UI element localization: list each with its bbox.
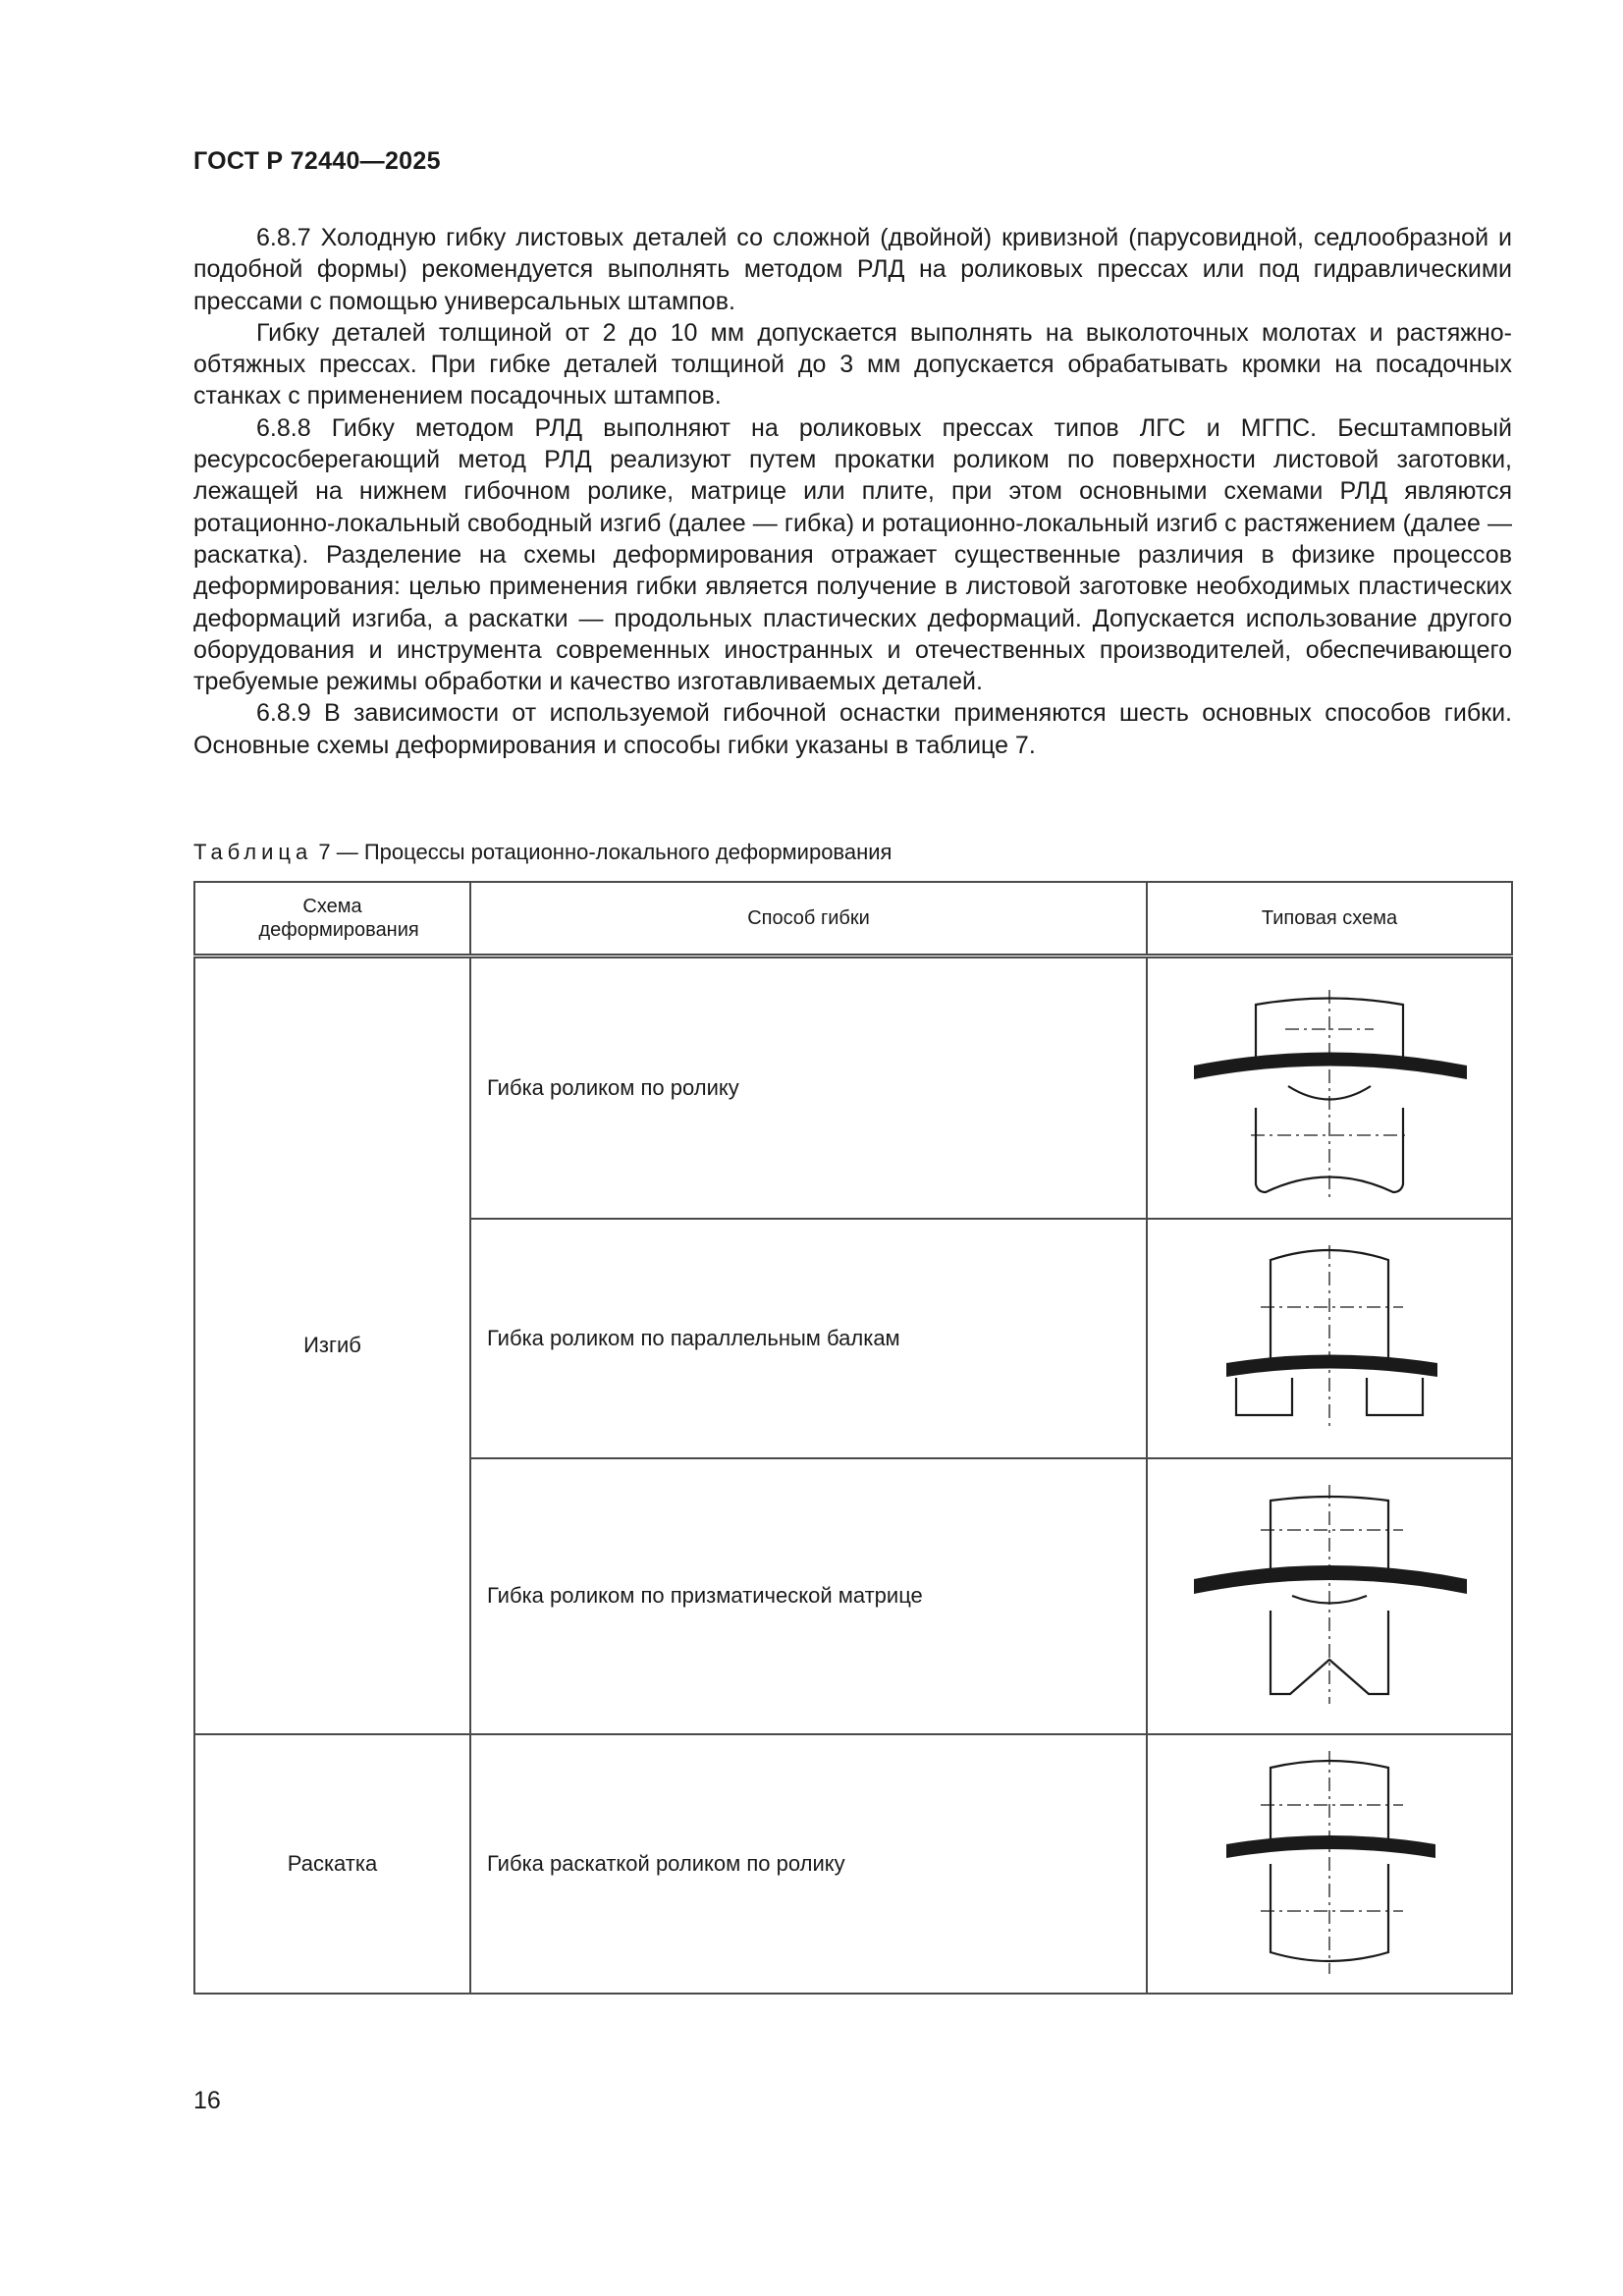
paragraph-6-8-8: 6.8.8 Гибку методом РЛД выполняют на роликовых прессах типов ЛГС и МГПС. Бесштамповый ресурсосберегающий метод РЛД реализуют путем прокатки роликом по поверхности листовой заготовки, лежащей на нижнем гибочном ролике, матрице или плите, при этом основными схемами РЛД являются ротационно-локальный свободный изгиб (далее — гибка) и ротационно-локальный изгиб с растяжением (далее — раскатка). Разделение на схемы деформирования отражает существенные различия в физике процессов деформирования: целью применения гибки является получение в листовой заготовке необходимых пластических деформаций изгиба, а раскатки — продольных пластических деформаций. Допускается использование другого оборудования и инструмента современных иностранных и отечественных производителей, обеспечивающего требуемые режимы обработки и качество изготавливаемых деталей. [193, 413, 1512, 696]
diagram-cell [1147, 957, 1512, 1219]
diagram-cell [1147, 1458, 1512, 1734]
page-number: 16 [193, 2087, 221, 2114]
header-scheme [194, 882, 470, 957]
table-row [194, 1734, 1512, 1994]
paragraph-6-8-9: 6.8.9 В зависимости от используемой гибочной оснастки применяются шесть основных способов гибки. Основные схемы деформирования и способы гибки указаны в таблице 7. [193, 699, 1512, 759]
document-code: ГОСТ Р 72440—2025 [193, 147, 441, 175]
body-text [193, 222, 1512, 761]
method-cell: Гибка раскаткой роликом по ролику [470, 1734, 1147, 1994]
scheme-cell-bending: Изгиб [194, 957, 470, 1734]
paragraph-6-8-7: 6.8.7 Холодную гибку листовых деталей со сложной (двойной) кривизной (парусовидной, седлообразной и подобной формы) рекомендуется выполнять методом РЛД на роликовых прессах или под гидравлическими прессами с помощью универсальных штампов. [193, 224, 1512, 315]
method-cell: Гибка роликом по параллельным балкам [470, 1219, 1147, 1458]
method-cell: Гибка роликом по призматической матрице [470, 1458, 1147, 1734]
paragraph-thickness: Гибку деталей толщиной от 2 до 10 мм допускается выполнять на выколоточных молотах и растяжно-обтяжных прессах. При гибке деталей толщиной до 3 мм допускается обрабатывать кромки на посадочных станках с применением посадочных штампов. [193, 318, 1512, 410]
roller-on-roller-diagram [1182, 970, 1477, 1206]
roller-on-prismatic-die-diagram [1182, 1473, 1477, 1719]
diagram-cell [1147, 1219, 1512, 1458]
process-table [193, 881, 1513, 1995]
header-diagram: Типовая схема [1147, 882, 1512, 957]
table-row [194, 957, 1512, 1219]
rolling-roller-on-roller-diagram [1182, 1746, 1477, 1982]
header-method: Способ гибки [470, 882, 1147, 957]
table-header-row [194, 882, 1512, 957]
table-caption [193, 840, 892, 865]
roller-on-parallel-beams-diagram [1182, 1230, 1477, 1447]
scheme-cell-rolling: Раскатка [194, 1734, 470, 1994]
method-cell: Гибка роликом по ролику [470, 957, 1147, 1219]
table-caption-word: Таблица [193, 840, 313, 864]
header-scheme-label: Схема деформирования [258, 896, 419, 941]
table-caption-title: 7 — Процессы ротационно-локального деформирования [312, 840, 893, 864]
diagram-cell [1147, 1734, 1512, 1994]
